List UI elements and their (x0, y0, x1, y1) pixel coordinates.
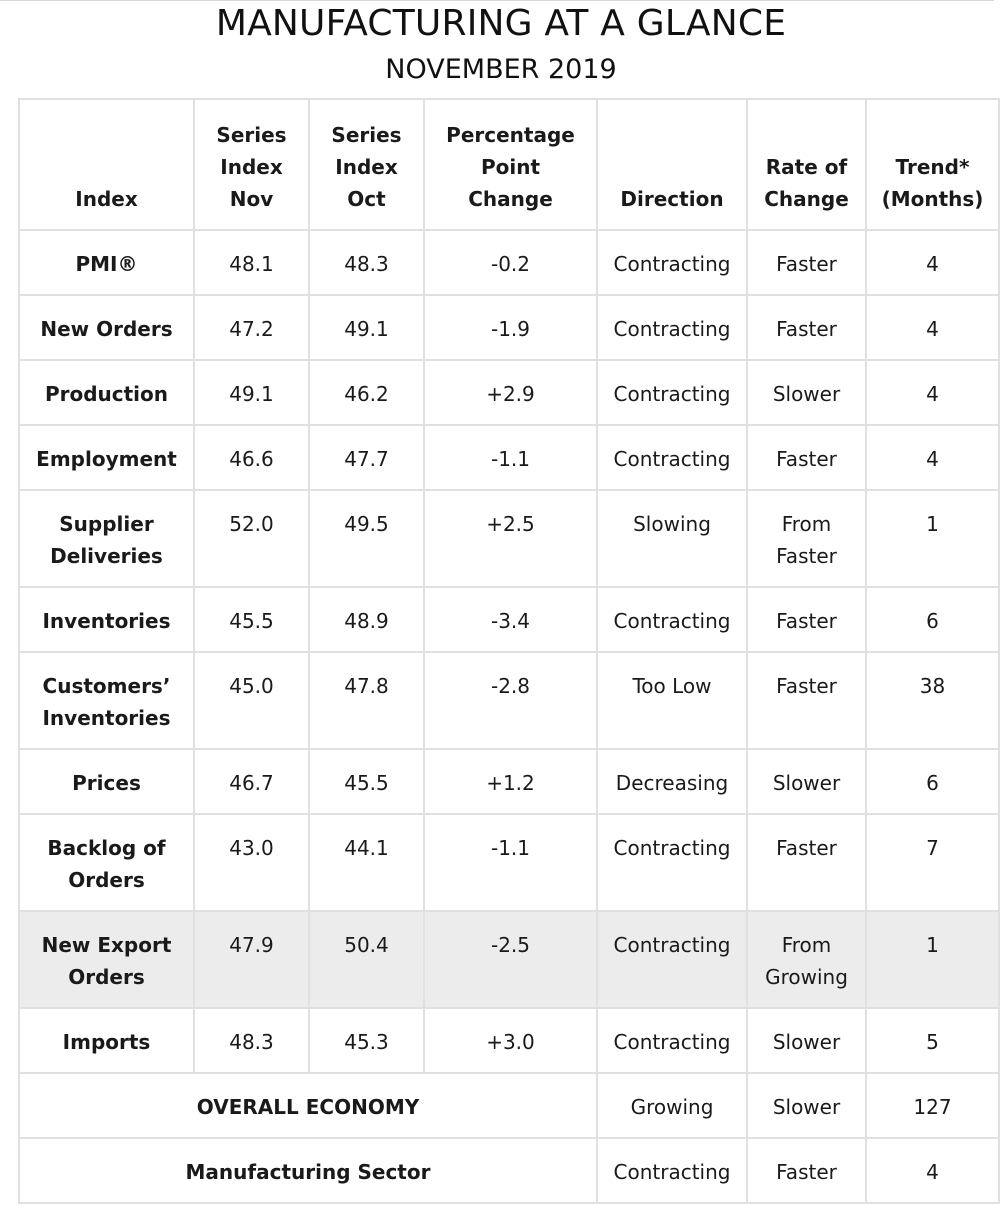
rate-of-change (747, 911, 866, 1008)
rate-of-change (747, 587, 866, 652)
rate-line: Faster (776, 609, 837, 633)
rate-of-change (747, 490, 866, 587)
manufacturing-table (18, 98, 1000, 1204)
rate-line: Faster (776, 544, 837, 568)
trend-months: 4 (866, 425, 999, 490)
table-row (19, 911, 999, 1008)
series-index-oct: 49.1 (309, 295, 424, 360)
series-index-nov: 48.3 (194, 1008, 309, 1073)
series-index-oct: 48.9 (309, 587, 424, 652)
series-index-nov: 46.7 (194, 749, 309, 814)
rate-of-change (747, 814, 866, 911)
index-name-line: Inventories (42, 706, 171, 730)
rate-line: Slower (772, 771, 841, 795)
rate-line: From (781, 512, 832, 536)
series-index-oct: 50.4 (309, 911, 424, 1008)
index-name-line: Prices (72, 771, 141, 795)
rate-of-change (747, 749, 866, 814)
header-line: Point (480, 155, 541, 179)
header-series-nov (194, 99, 309, 230)
table-row (19, 814, 999, 911)
table-row (19, 749, 999, 814)
point-change: -0.2 (424, 230, 597, 295)
rate-line: Faster (776, 252, 837, 276)
header-line: Change (764, 187, 849, 211)
header-line: Rate of (765, 155, 848, 179)
header-line: Nov (229, 187, 274, 211)
index-name-line: New Export (41, 933, 172, 957)
rate-line: Faster (776, 447, 837, 471)
point-change: +3.0 (424, 1008, 597, 1073)
series-index-nov: 49.1 (194, 360, 309, 425)
series-index-nov: 45.5 (194, 587, 309, 652)
index-name (19, 425, 194, 490)
trend-months: 38 (866, 652, 999, 749)
series-index-oct: 47.8 (309, 652, 424, 749)
index-name-line: Orders (68, 965, 145, 989)
trend-months: 4 (866, 360, 999, 425)
series-index-nov: 47.2 (194, 295, 309, 360)
rate-of-change (747, 230, 866, 295)
point-change: -2.5 (424, 911, 597, 1008)
direction: Growing (597, 1073, 747, 1138)
index-name (19, 749, 194, 814)
series-index-oct: 48.3 (309, 230, 424, 295)
summary-row (19, 1138, 999, 1203)
series-index-oct: 47.7 (309, 425, 424, 490)
index-name-line: PMI® (75, 252, 138, 276)
index-name (19, 652, 194, 749)
direction: Contracting (597, 425, 747, 490)
direction: Contracting (597, 1008, 747, 1073)
header-line: Percentage (446, 123, 575, 147)
index-name (19, 911, 194, 1008)
direction: Decreasing (597, 749, 747, 814)
header-point-change (424, 99, 597, 230)
point-change: +2.5 (424, 490, 597, 587)
index-name (19, 295, 194, 360)
series-index-oct: 46.2 (309, 360, 424, 425)
rate-line: From (781, 933, 832, 957)
series-index-nov: 46.6 (194, 425, 309, 490)
header-series-oct (309, 99, 424, 230)
header-index: Index (19, 99, 194, 230)
series-index-nov: 45.0 (194, 652, 309, 749)
header-row (19, 99, 999, 230)
index-name-line: Imports (62, 1030, 151, 1054)
header-rate-of-change (747, 99, 866, 230)
trend-months: 6 (866, 749, 999, 814)
rate-of-change (747, 360, 866, 425)
series-index-oct: 49.5 (309, 490, 424, 587)
index-name-line: Employment (36, 447, 177, 471)
rate-line: Growing (765, 965, 848, 989)
index-name (19, 1008, 194, 1073)
point-change: +1.2 (424, 749, 597, 814)
series-index-nov: 52.0 (194, 490, 309, 587)
index-name (19, 587, 194, 652)
summary-row (19, 1073, 999, 1138)
index-name-line: Orders (68, 868, 145, 892)
rate-of-change: Faster (747, 1138, 866, 1203)
header-line: (Months) (881, 187, 984, 211)
index-name-line: Deliveries (50, 544, 163, 568)
header-line: Index (335, 155, 398, 179)
rate-line: Faster (776, 317, 837, 341)
series-index-oct: 44.1 (309, 814, 424, 911)
series-index-nov: 43.0 (194, 814, 309, 911)
rate-line: Slower (772, 382, 841, 406)
page-subtitle: NOVEMBER 2019 (385, 54, 617, 85)
point-change: +2.9 (424, 360, 597, 425)
point-change: -2.8 (424, 652, 597, 749)
index-name-line: Supplier (59, 512, 154, 536)
table-row (19, 230, 999, 295)
index-name (19, 814, 194, 911)
series-index-nov: 47.9 (194, 911, 309, 1008)
trend-months: 5 (866, 1008, 999, 1073)
index-name (19, 360, 194, 425)
point-change: -1.9 (424, 295, 597, 360)
index-name (19, 490, 194, 587)
header-line: Series (331, 123, 402, 147)
header-trend (866, 99, 999, 230)
summary-label: OVERALL ECONOMY (19, 1073, 597, 1138)
header-direction: Direction (597, 99, 747, 230)
index-name-line: Inventories (42, 609, 171, 633)
table-row (19, 652, 999, 749)
trend-months: 127 (866, 1073, 999, 1138)
rate-of-change (747, 1008, 866, 1073)
summary-label: Manufacturing Sector (19, 1138, 597, 1203)
page-title: MANUFACTURING AT A GLANCE (215, 3, 787, 44)
header-line: Series (216, 123, 287, 147)
rate-of-change (747, 295, 866, 360)
trend-months: 1 (866, 490, 999, 587)
index-name (19, 230, 194, 295)
table-row (19, 1008, 999, 1073)
direction: Too Low (597, 652, 747, 749)
rate-of-change (747, 425, 866, 490)
table-row (19, 490, 999, 587)
series-index-oct: 45.3 (309, 1008, 424, 1073)
direction: Contracting (597, 295, 747, 360)
rate-line: Faster (776, 674, 837, 698)
trend-months: 6 (866, 587, 999, 652)
rate-line: Slower (772, 1030, 841, 1054)
direction: Slowing (597, 490, 747, 587)
point-change: -1.1 (424, 814, 597, 911)
rate-line: Faster (776, 836, 837, 860)
index-name-line: Production (44, 382, 169, 406)
top-divider (0, 0, 994, 1)
trend-months: 1 (866, 911, 999, 1008)
table-row (19, 360, 999, 425)
series-index-nov: 48.1 (194, 230, 309, 295)
header-line: Change (468, 187, 553, 211)
rate-of-change (747, 652, 866, 749)
header-line: Oct (347, 187, 386, 211)
direction: Contracting (597, 587, 747, 652)
trend-months: 4 (866, 295, 999, 360)
trend-months: 4 (866, 230, 999, 295)
direction: Contracting (597, 1138, 747, 1203)
direction: Contracting (597, 230, 747, 295)
header-line: Trend* (895, 155, 970, 179)
rate-of-change: Slower (747, 1073, 866, 1138)
direction: Contracting (597, 911, 747, 1008)
point-change: -1.1 (424, 425, 597, 490)
table-row (19, 295, 999, 360)
point-change: -3.4 (424, 587, 597, 652)
index-name-line: New Orders (40, 317, 173, 341)
index-name-line: Customers’ (42, 674, 171, 698)
header-line: Index (220, 155, 283, 179)
trend-months: 4 (866, 1138, 999, 1203)
index-name-line: Backlog of (47, 836, 166, 860)
table-row (19, 425, 999, 490)
table-row (19, 587, 999, 652)
trend-months: 7 (866, 814, 999, 911)
direction: Contracting (597, 360, 747, 425)
series-index-oct: 45.5 (309, 749, 424, 814)
direction: Contracting (597, 814, 747, 911)
table-body (19, 230, 999, 1203)
